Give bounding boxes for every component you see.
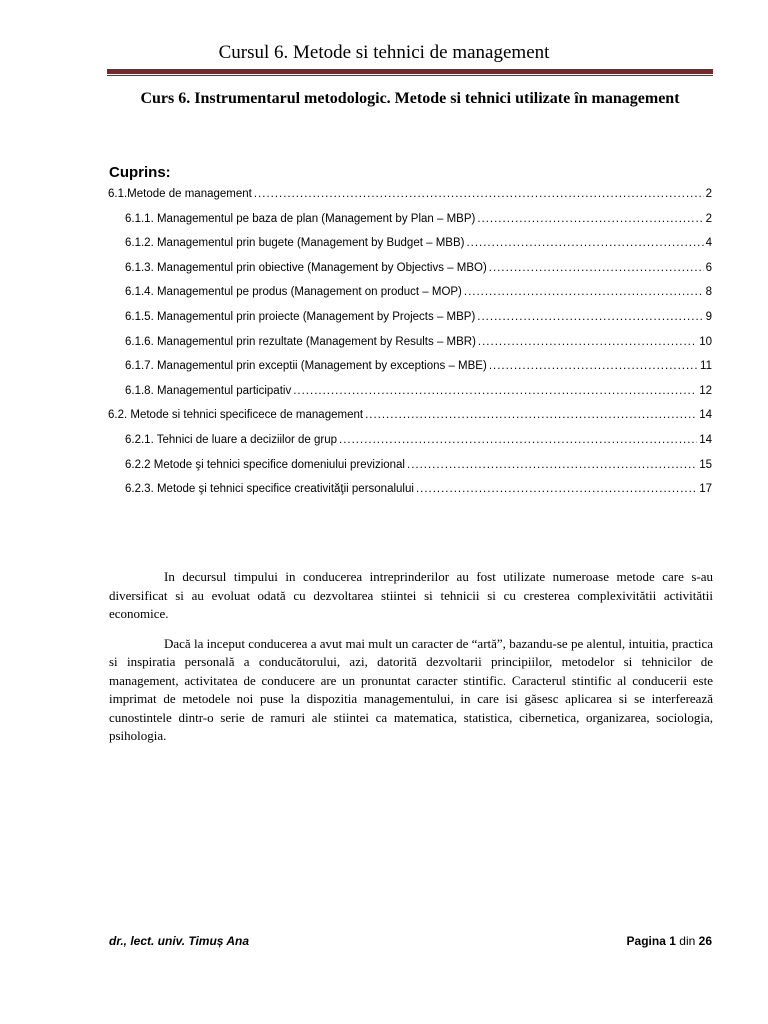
toc-entry-text: 6.1.7. Managementul prin exceptii (Management by exceptions – MBE) xyxy=(125,360,487,373)
toc-entry-page: 10 xyxy=(699,335,712,348)
toc-leader xyxy=(478,332,697,352)
document-title: Curs 6. Instrumentarul metodologic. Metode si tehnici utilizate în management xyxy=(140,90,680,107)
toc-entry[interactable] xyxy=(108,258,712,283)
toc-entry-page: 17 xyxy=(699,483,712,496)
footer-page-number xyxy=(627,934,712,948)
toc-entry[interactable] xyxy=(108,381,712,406)
footer-page-current: 1 xyxy=(669,934,676,948)
toc-entry-page: 6 xyxy=(705,261,712,274)
toc-entry[interactable] xyxy=(108,356,712,381)
footer-page-total: 26 xyxy=(698,934,712,948)
toc-entry-page: 14 xyxy=(699,409,712,422)
toc-leader xyxy=(477,307,703,327)
table-of-contents xyxy=(108,184,712,504)
toc-entry[interactable] xyxy=(108,233,712,258)
toc-entry-text: 6.2.2 Metode şi tehnici specifice domeniului previzional xyxy=(125,458,405,471)
toc-entry-text: 6.1.4. Managementul pe produs (Management on product – MOP) xyxy=(125,286,462,299)
toc-heading: Cuprins: xyxy=(109,164,171,181)
toc-leader xyxy=(416,479,697,499)
toc-entry-page: 2 xyxy=(705,188,712,200)
toc-entry[interactable] xyxy=(108,184,712,209)
toc-entry-text: 6.1.2. Managementul prin bugete (Management by Budget – MBB) xyxy=(125,237,465,250)
body-paragraph: In decursul timpului in conducerea intreprinderilor au fost utilizate numeroase metode care s-au diversificat si au evoluat odată cu dezvoltarea stiintei si tehnicii si cu cresterea complexivitătii activitătii economice. xyxy=(109,569,713,621)
footer-page-separator: din xyxy=(679,934,696,948)
toc-entry-text: 6.1.6. Managementul prin rezultate (Management by Results – MBR) xyxy=(125,335,476,348)
toc-leader xyxy=(407,455,697,475)
toc-entry-text: 6.2.1. Tehnici de luare a deciziilor de grup xyxy=(125,433,338,446)
toc-entry[interactable] xyxy=(108,430,712,455)
toc-entry-page: 8 xyxy=(705,286,712,299)
toc-entry-page: 14 xyxy=(699,433,712,446)
toc-entry-text: 6.1.Metode de management xyxy=(108,188,252,200)
toc-entry-page: 11 xyxy=(700,360,712,373)
toc-entry[interactable] xyxy=(108,307,712,332)
running-header-title: Cursul 6. Metode si tehnici de management xyxy=(218,42,550,63)
toc-entry-text: 6.1.3. Managementul prin obiective (Management by Objectivs – MBO) xyxy=(125,261,487,274)
toc-entry-page: 12 xyxy=(699,384,712,397)
toc-leader xyxy=(489,258,704,278)
toc-entry[interactable] xyxy=(108,405,712,430)
toc-leader xyxy=(464,282,704,302)
toc-leader xyxy=(466,233,703,253)
body-text xyxy=(109,568,713,757)
toc-entry-text: 6.1.8. Managementul participativ xyxy=(125,384,292,397)
footer-page-label: Pagina xyxy=(626,934,666,948)
toc-entry-text: 6.2. Metode si tehnici specificece de management xyxy=(108,409,364,422)
toc-leader xyxy=(365,405,697,425)
toc-leader xyxy=(293,381,697,401)
header-rule-thin xyxy=(107,75,713,76)
toc-leader xyxy=(339,430,697,450)
toc-entry-text: 6.2.3. Metode şi tehnici specifice creativităţii personalului xyxy=(125,483,414,496)
toc-entry-page: 4 xyxy=(705,237,712,250)
toc-leader xyxy=(254,184,704,204)
toc-entry[interactable] xyxy=(108,282,712,307)
toc-entry[interactable] xyxy=(108,332,712,357)
toc-entry-text: 6.1.1. Managementul pe baza de plan (Management by Plan – MBP) xyxy=(125,212,476,225)
toc-entry[interactable] xyxy=(108,209,712,234)
footer-author: dr., lect. univ. Timuș Ana xyxy=(109,934,250,948)
toc-entry-page: 15 xyxy=(699,458,712,471)
toc-entry-page: 9 xyxy=(705,310,712,323)
toc-entry[interactable] xyxy=(108,455,712,480)
toc-leader xyxy=(489,356,698,376)
toc-entry-text: 6.1.5. Managementul prin proiecte (Management by Projects – MBP) xyxy=(125,310,476,323)
toc-entry-page: 2 xyxy=(705,212,712,225)
toc-entry[interactable] xyxy=(108,479,712,504)
toc-leader xyxy=(477,209,703,229)
header-rule-thick xyxy=(107,69,713,74)
body-paragraph: Dacă la inceput conducerea a avut mai mult un caracter de “artă”, bazandu-se pe alentul, intuitia, practica si inspiratia personală a conducătorului, azi, datorită dezvoltarii principiilor, metodelor si tehnicilor de management, activitatea de conducere are un pronuntat caracter stintific. Caracterul stintific al conducerii este imprimat de metodele noi puse la dispozitia managementului, in care isi găsesc aplicarea si se interferează cunostintele dintr-o serie de ramuri ale stiintei ca matematica, statistica, cibernetica, organizarea, sociologia, psihologia. xyxy=(109,635,713,743)
